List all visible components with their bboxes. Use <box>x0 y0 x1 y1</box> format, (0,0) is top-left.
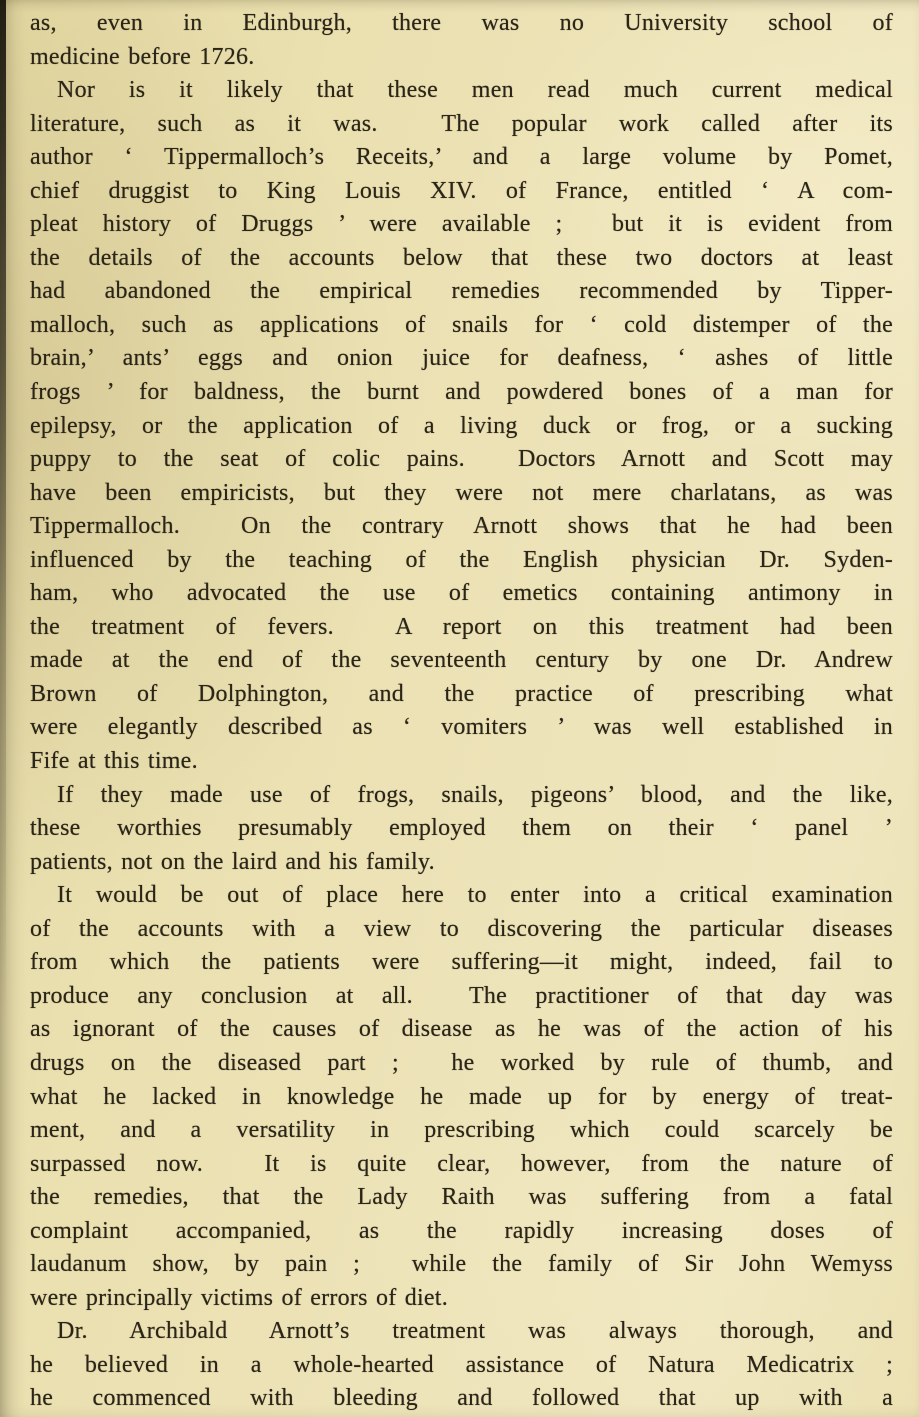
text-line: pleat history of Druggs ’ were available ; but it is evident from <box>30 211 893 238</box>
text-line: made at the end of the seventeenth century by one Dr. Andrew <box>30 647 893 674</box>
text-line: the details of the accounts below that these two doctors at least <box>30 244 893 271</box>
text-line: literature, such as it was. The popular work called after its <box>30 110 893 137</box>
text-line: Nor is it likely that these men read much current medical <box>57 77 893 104</box>
text-line: brain,’ ants’ eggs and onion juice for deafness, ‘ ashes of little <box>30 345 893 372</box>
text-line: patients, not on the laird and his family. <box>30 848 435 875</box>
text-line: of the accounts with a view to discovering the particular diseases <box>30 915 893 942</box>
text-line: complaint accompanied, as the rapidly increasing doses of <box>30 1217 893 1244</box>
text-line: It would be out of place here to enter into a critical examination <box>57 882 893 909</box>
text-line: frogs ’ for baldness, the burnt and powdered bones of a man for <box>30 379 893 406</box>
text-line: Brown of Dolphington, and the practice of prescribing what <box>30 680 893 707</box>
text-line: Fife at this time. <box>30 748 198 775</box>
text-line: drugs on the diseased part ; he worked by rule of thumb, and <box>30 1049 893 1076</box>
text-line: from which the patients were suffering—it might, indeed, fail to <box>30 949 893 976</box>
text-line: Tippermalloch. On the contrary Arnott shows that he had been <box>30 513 893 540</box>
text-line: had abandoned the empirical remedies recommended by Tipper- <box>30 278 893 305</box>
text-line: these worthies presumably employed them on their ‘ panel ’ <box>30 815 893 842</box>
text-line: were elegantly described as ‘ vomiters ’ was well established in <box>30 714 893 741</box>
text-line: he believed in a whole-hearted assistance of Natura Medicatrix ; <box>30 1351 893 1378</box>
text-line: malloch, such as applications of snails for ‘ cold distemper of the <box>30 311 893 338</box>
text-line: influenced by the teaching of the English physician Dr. Syden- <box>30 546 893 573</box>
text-line: the remedies, that the Lady Raith was suffering from a fatal <box>30 1184 893 1211</box>
text-line: epilepsy, or the application of a living duck or frog, or a sucking <box>30 412 893 439</box>
page-text-block <box>30 7 893 1416</box>
text-line: have been empiricists, but they were not mere charlatans, as was <box>30 479 893 506</box>
scan-gutter-shadow <box>0 0 6 1020</box>
text-line: puppy to the seat of colic pains. Doctors Arnott and Scott may <box>30 446 893 473</box>
text-line: ham, who advocated the use of emetics containing antimony in <box>30 580 893 607</box>
text-line: If they made use of frogs, snails, pigeons’ blood, and the like, <box>57 781 893 808</box>
text-line: the treatment of fevers. A report on this treatment had been <box>30 613 893 640</box>
text-line: chief druggist to King Louis XIV. of France, entitled ‘ A com- <box>30 177 893 204</box>
text-line: produce any conclusion at all. The practitioner of that day was <box>30 982 893 1009</box>
text-line: what he lacked in knowledge he made up for by energy of treat- <box>30 1083 893 1110</box>
text-line: surpassed now. It is quite clear, however, from the nature of <box>30 1150 893 1177</box>
text-line: Dr. Archibald Arnott’s treatment was always thorough, and <box>57 1318 893 1345</box>
text-line: medicine before 1726. <box>30 43 255 70</box>
text-line: he commenced with bleeding and followed that up with a <box>30 1385 893 1412</box>
text-line: ment, and a versatility in prescribing which could scarcely be <box>30 1117 893 1144</box>
text-line: as, even in Edinburgh, there was no University school of <box>30 10 893 36</box>
text-line: were principally victims of errors of diet. <box>30 1284 448 1311</box>
text-line: author ‘ Tippermalloch’s Receits,’ and a large volume by Pomet, <box>30 144 893 171</box>
text-line: as ignorant of the causes of disease as he was of the action of his <box>30 1016 893 1043</box>
text-line: laudanum show, by pain ; while the family of Sir John Wemyss <box>30 1251 893 1278</box>
